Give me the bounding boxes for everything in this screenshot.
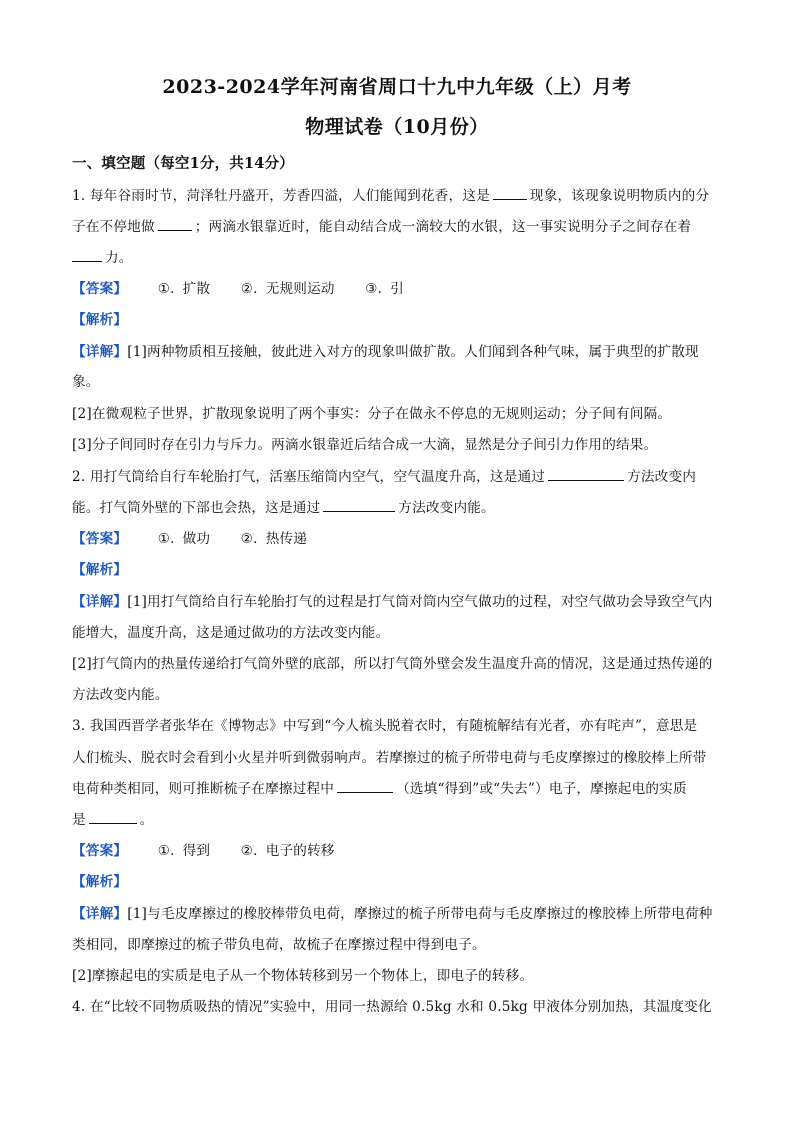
answer-item: ③. 引	[365, 281, 404, 297]
q3-line-3	[72, 777, 722, 797]
answer-blank	[72, 249, 102, 262]
answer-blank	[337, 780, 393, 793]
q1-detail-2: 象。	[72, 374, 100, 390]
answer-item: ②. 无规则运动	[240, 281, 335, 297]
answer-item: ②. 电子的转移	[240, 843, 335, 859]
analysis-label: 【解析】	[72, 312, 128, 328]
q1-line-1	[72, 184, 722, 204]
section-heading: 一、填空题（每空1分，共14分）	[72, 155, 294, 172]
q1-line-3	[72, 246, 722, 266]
q3-detail-2: 类相同，即摩擦过的梳子带负电荷，故梳子在摩擦过程中得到电子。	[72, 937, 486, 953]
answer-item: ②. 热传递	[240, 531, 308, 547]
q2-line-1	[72, 465, 722, 485]
q1-answer	[72, 277, 722, 297]
q1-detail-1: 【详解】[1]两种物质相互接触，彼此进入对方的现象叫做扩散。人们闻到各种气味，属于典型的扩散现	[72, 344, 699, 360]
answer-blank	[323, 499, 395, 512]
answer-label: 【答案】	[72, 281, 128, 297]
q2-text: 方法改变内	[627, 469, 697, 485]
q2-text: 方法改变内能。	[398, 500, 495, 516]
q3-line-4	[72, 808, 722, 828]
answer-blank	[548, 468, 624, 481]
answer-blank	[158, 218, 192, 231]
q1-detail-4: [3]分子间同时存在引力与斥力。两滴水银靠近后结合成一大滴，显然是分子间引力作用的结果。	[72, 437, 658, 453]
q2-line-2	[72, 496, 722, 516]
detail-label: 【详解】	[72, 594, 128, 610]
q1-text: 子在不停地做	[72, 219, 155, 235]
q1-detail-3: [2]在微观粒子世界，扩散现象说明了两个事实：分子在做永不停息的无规则运动；分子间有间隔。	[72, 406, 672, 422]
q1-text: 力。	[105, 250, 133, 266]
analysis-label: 【解析】	[72, 874, 128, 890]
detail-label: 【详解】	[72, 906, 128, 922]
q3-text: （选填“得到”或“失去”）电子，摩擦起电的实质	[396, 781, 687, 797]
q2-detail-3: [2]打气筒内的热量传递给打气筒外壁的底部，所以打气筒外壁会发生温度升高的情况，这是通过热传递的	[72, 656, 713, 672]
answer-blank	[89, 811, 137, 824]
analysis-label: 【解析】	[72, 562, 128, 578]
q3-line-1: 3. 我国西晋学者张华在《博物志》中写到“今人梳头脱着衣时，有随梳解结有光者，亦有咤声”，意思是	[72, 718, 698, 734]
answer-label: 【答案】	[72, 531, 128, 547]
q3-text: 是	[72, 812, 86, 828]
q4-line-1: 4. 在“比较不同物质吸热的情况”实验中，用同一热源给 0.5kg 水和 0.5kg 甲液体分别加热，其温度变化	[72, 999, 712, 1015]
q2-detail-4: 方法改变内能。	[72, 687, 169, 703]
document-subtitle: 物理试卷（10月份）	[305, 116, 489, 138]
answer-label: 【答案】	[72, 843, 128, 859]
q1-text: ；两滴水银靠近时，能自动结合成一滴较大的水银，这一事实说明分子之间存在着	[194, 219, 692, 235]
q2-detail-1: 【详解】[1]用打气筒给自行车轮胎打气的过程是打气筒对筒内空气做功的过程，对空气做功会导致空气内	[72, 594, 713, 610]
answer-blank	[493, 187, 527, 200]
detail-label: 【详解】	[72, 344, 128, 360]
q2-answer	[72, 527, 722, 547]
q3-line-2: 人们梳头、脱衣时会看到小火星并听到微弱响声。若摩擦过的梳子所带电荷与毛皮摩擦过的橡胶棒上所带	[72, 750, 707, 766]
answer-item: ①. 做功	[157, 531, 211, 547]
q3-detail-1: 【详解】[1]与毛皮摩擦过的橡胶棒带负电荷，摩擦过的梳子所带电荷与毛皮摩擦过的橡胶棒上所带电荷种	[72, 906, 713, 922]
q1-text: 1. 每年谷雨时节，菏泽牡丹盛开，芳香四溢，人们能闻到花香，这是	[72, 188, 490, 204]
q1-line-2	[72, 215, 722, 235]
q2-text: 2. 用打气筒给自行车轮胎打气，活塞压缩筒内空气，空气温度升高，这是通过	[72, 469, 546, 485]
q1-text: 现象，该现象说明物质内的分	[529, 188, 710, 204]
q3-text: 电荷种类相同，则可推断梳子在摩擦过程中	[72, 781, 335, 797]
answer-item: ①. 得到	[157, 843, 211, 859]
q2-detail-2: 能增大，温度升高，这是通过做功的方法改变内能。	[72, 625, 390, 641]
q3-text: 。	[139, 812, 154, 828]
q2-text: 能。打气筒外壁的下部也会热，这是通过	[72, 500, 321, 516]
q3-answer	[72, 839, 722, 859]
answer-item: ①. 扩散	[157, 281, 211, 297]
document-title: 2023-2024学年河南省周口十九中九年级（上）月考	[162, 76, 632, 98]
q3-detail-3: [2]摩擦起电的实质是电子从一个物体转移到另一个物体上，即电子的转移。	[72, 968, 534, 984]
